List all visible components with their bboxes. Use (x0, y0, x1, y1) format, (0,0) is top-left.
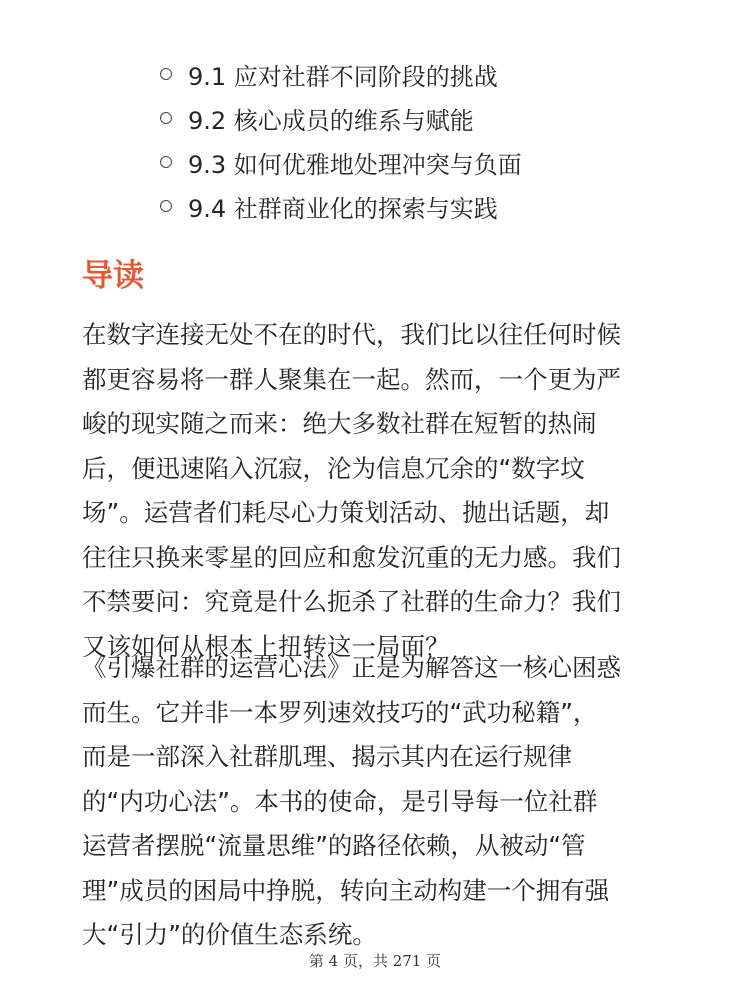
toc-item-label: 9.1 应对社群不同阶段的挑战 (188, 62, 498, 91)
toc-item-label: 9.2 核心成员的维系与赋能 (188, 106, 474, 135)
toc-item[interactable] (160, 140, 720, 184)
hollow-circle-bullet-icon (160, 112, 172, 124)
hollow-circle-bullet-icon (160, 156, 172, 168)
table-of-contents (160, 52, 720, 228)
intro-paragraph-2: 《引爆社群的运营心法》正是为解答这一核心困惑 而生。它并非一本罗列速效技巧的“武功秘籍”， 而是一部深入社群肌理、揭示其内在运行规律 的“内功心法”。本书的使命，是引导每一位社群 运营者摆脱“流量思维”的路径依赖，从被动“管 理”成员的困局中挣脱，转向主动构建一个拥有强 大“引力”的价值生态系统。 (82, 653, 621, 949)
toc-item-label: 9.3 如何优雅地处理冲突与负面 (188, 150, 522, 179)
page-number-footer: 第 4 页，共 271 页 (308, 952, 442, 970)
section-heading: 导读 (82, 258, 144, 294)
toc-item[interactable] (160, 96, 720, 140)
intro-paragraph-1: 在数字连接无处不在的时代，我们比以往任何时候 都更容易将一群人聚集在一起。然而，一个更为严 峻的现实随之而来：绝大多数社群在短暂的热闹 后，便迅速陷入沉寂，沦为信息冗余的“数字坟 场”。运营者们耗尽心力策划活动、抛出话题，却 往往只换来零星的回应和愈发沉重的无力感。我们 不禁要问：究竟是什么扼杀了社群的生命力？我们 又该如何从根本上扭转这一局面？ (82, 320, 621, 661)
toc-item[interactable] (160, 52, 720, 96)
hollow-circle-bullet-icon (160, 200, 172, 212)
toc-item-label: 9.4 社群商业化的探索与实践 (188, 194, 498, 223)
hollow-circle-bullet-icon (160, 68, 172, 80)
toc-item[interactable] (160, 184, 720, 228)
